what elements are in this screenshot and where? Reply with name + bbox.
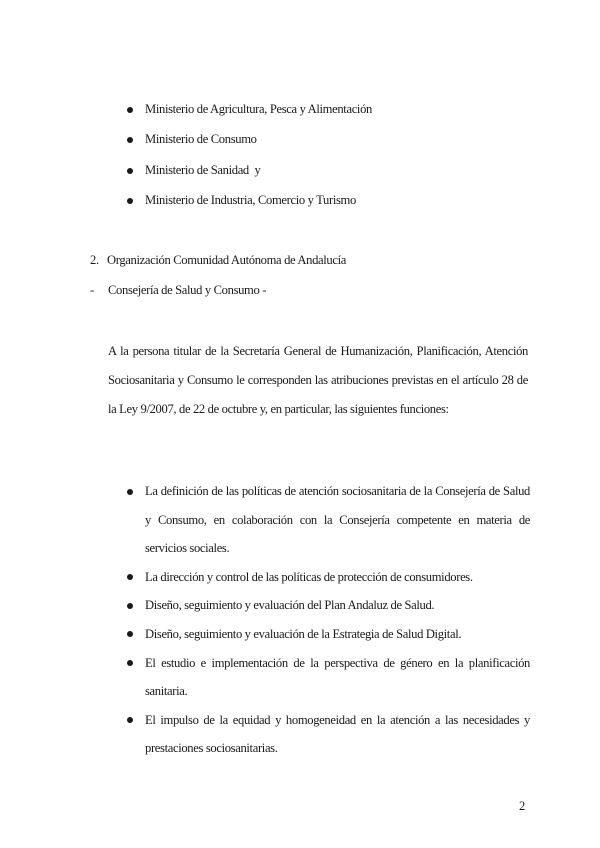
- body-paragraph: A la persona titular de la Secretaría General de Humanización, Planificación, Atención Sociosanitaria y Consumo le corresponden las atribuciones previstas en el artículo 28 de la Ley 9/2007, de 22 de octubre y, en particular, las siguientes funciones:: [108, 344, 528, 417]
- function-text: La dirección y control de las políticas de protección de consumidores.: [145, 569, 473, 584]
- list-item: [0, 649, 530, 706]
- bullet-icon: [127, 631, 133, 637]
- functions-list: [0, 477, 530, 763]
- bullet-icon: [127, 603, 133, 609]
- list-item: [0, 131, 530, 161]
- list-item: [0, 192, 530, 222]
- subsection-heading: [90, 282, 266, 298]
- list-item: [0, 101, 530, 131]
- section-number: 2.: [90, 253, 99, 267]
- ministry-name: Ministerio de Industria, Comercio y Turismo: [145, 193, 356, 208]
- bullet-icon: [127, 717, 133, 723]
- list-item: [0, 563, 530, 592]
- function-text: La definición de las políticas de atención sociosanitaria de la Consejería de Salud y Consumo, en colaboración con la Consejería competente en materia de servicios sociales.: [145, 484, 530, 556]
- bullet-icon: [127, 198, 133, 204]
- subsection-marker: -: [90, 283, 94, 297]
- bullet-icon: [127, 574, 133, 580]
- page-number: 2: [519, 799, 525, 813]
- bullet-icon: [127, 489, 133, 495]
- function-text: El impulso de la equidad y homogeneidad en la atención a las necesidades y prestaciones sociosanitarias.: [145, 712, 530, 756]
- list-item: [0, 706, 530, 763]
- section-heading: [90, 252, 346, 268]
- section-title: Organización Comunidad Autónoma de Andalucía: [107, 253, 346, 267]
- list-item: [0, 477, 530, 563]
- bullet-icon: [127, 168, 133, 174]
- ministries-list: [0, 101, 530, 223]
- ministry-name: Ministerio de Agricultura, Pesca y Alimentación: [145, 102, 372, 116]
- bullet-icon: [127, 660, 133, 666]
- function-text: Diseño, seguimiento y evaluación del Plan Andaluz de Salud.: [145, 598, 435, 613]
- bullet-icon: [127, 137, 133, 143]
- function-text: El estudio e implementación de la perspectiva de género en la planificación sanitaria.: [145, 655, 530, 699]
- ministry-name: Ministerio de Sanidad y: [145, 162, 261, 177]
- subsection-title: Consejería de Salud y Consumo -: [108, 283, 267, 297]
- list-item: [0, 591, 530, 620]
- function-text: Diseño, seguimiento y evaluación de la Estrategia de Salud Digital.: [145, 626, 462, 641]
- list-item: [0, 162, 530, 192]
- ministry-name: Ministerio de Consumo: [145, 132, 257, 147]
- bullet-icon: [127, 107, 133, 113]
- list-item: [0, 620, 530, 649]
